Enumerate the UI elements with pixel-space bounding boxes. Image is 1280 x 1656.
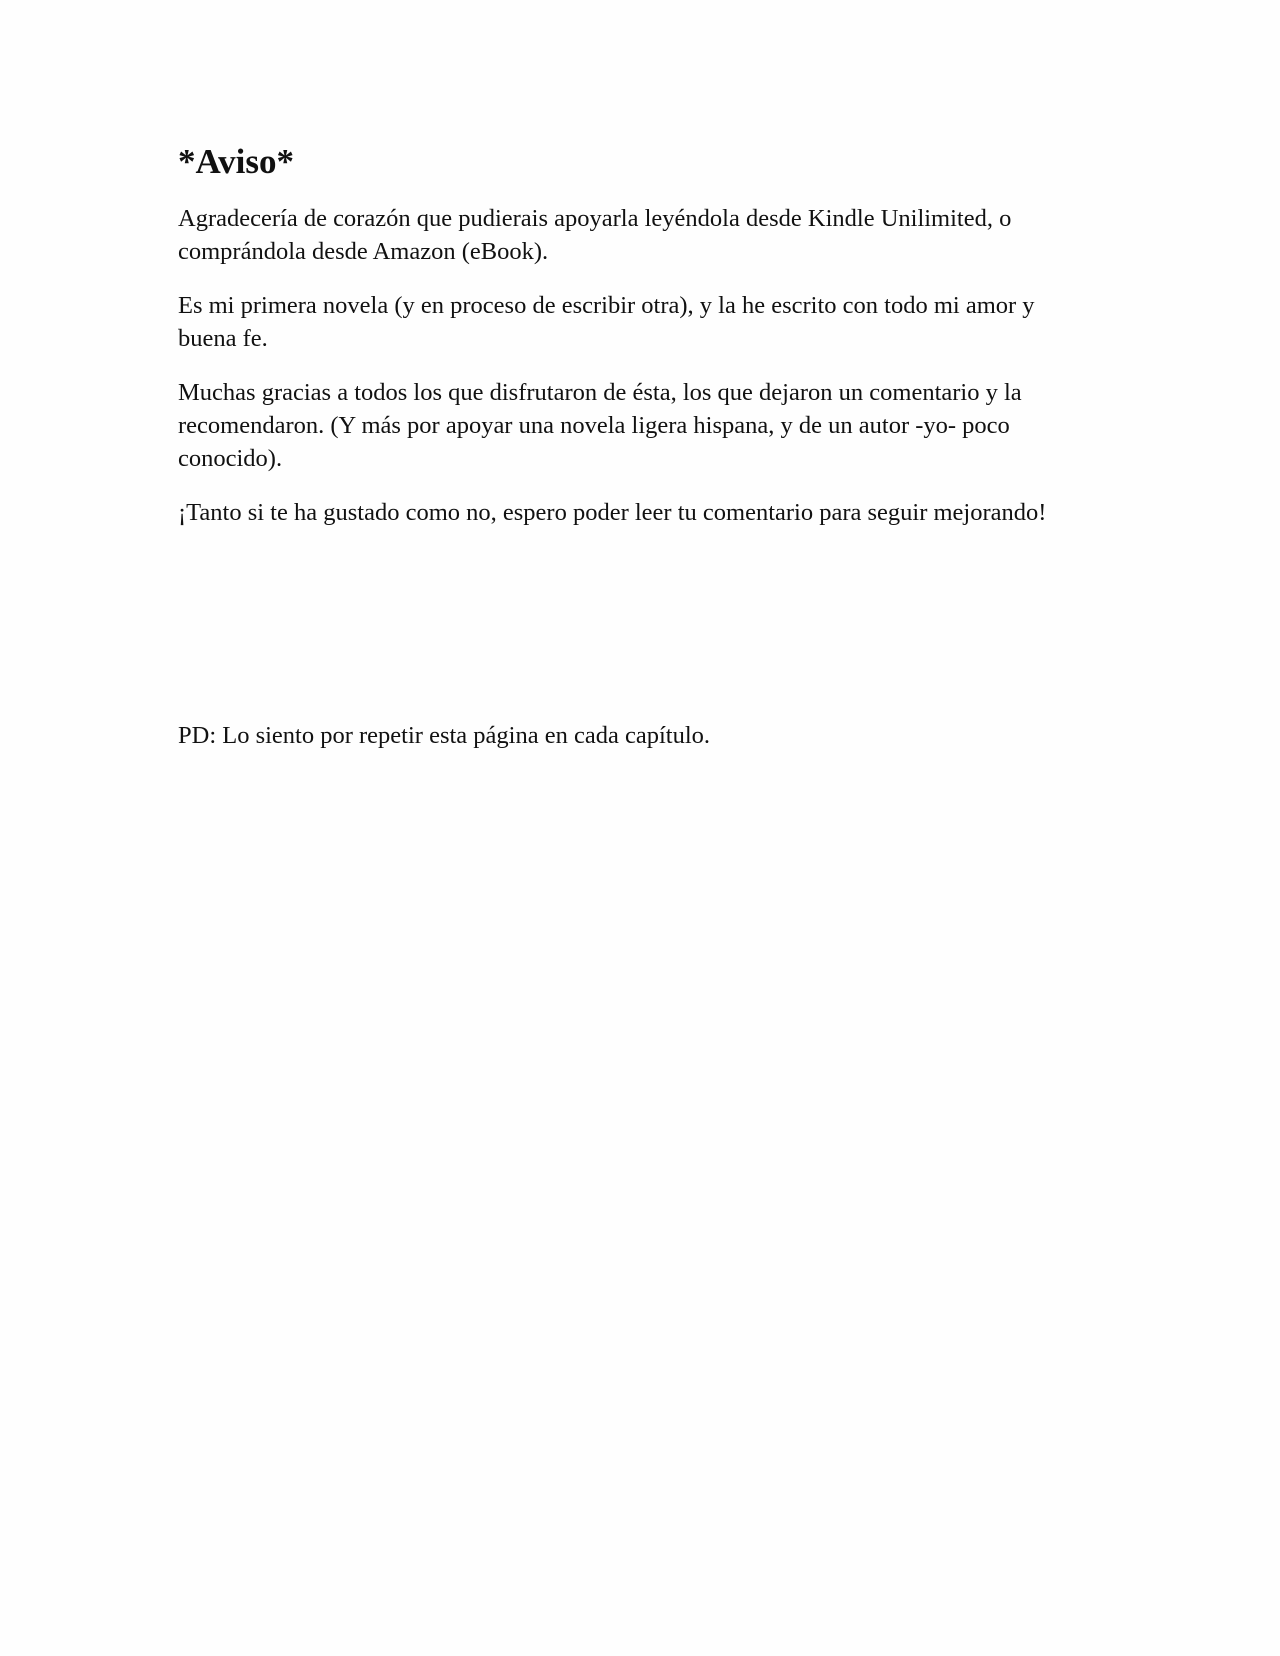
postscript: PD: Lo siento por repetir esta página en cada capítulo. <box>178 722 711 749</box>
paragraph-comment-request: ¡Tanto si te ha gustado como no, espero poder leer tu comentario para seguir mejorando! <box>178 499 1047 526</box>
page-title: *Aviso* <box>178 142 295 181</box>
paragraph-support-request: Agradecería de corazón que pudierais apoyarla leyéndola desde Kindle Unilimited, o comprándola desde Amazon (eBook). <box>178 205 1012 265</box>
paragraph-first-novel: Es mi primera novela (y en proceso de escribir otra), y la he escrito con todo mi amor y buena fe. <box>178 292 1035 352</box>
document-body <box>178 142 1098 550</box>
paragraph-thanks: Muchas gracias a todos los que disfrutaron de ésta, los que dejaron un comentario y la recomendaron. (Y más por apoyar una novela ligera hispana, y de un autor -yo- poco conocido). <box>178 379 1022 472</box>
